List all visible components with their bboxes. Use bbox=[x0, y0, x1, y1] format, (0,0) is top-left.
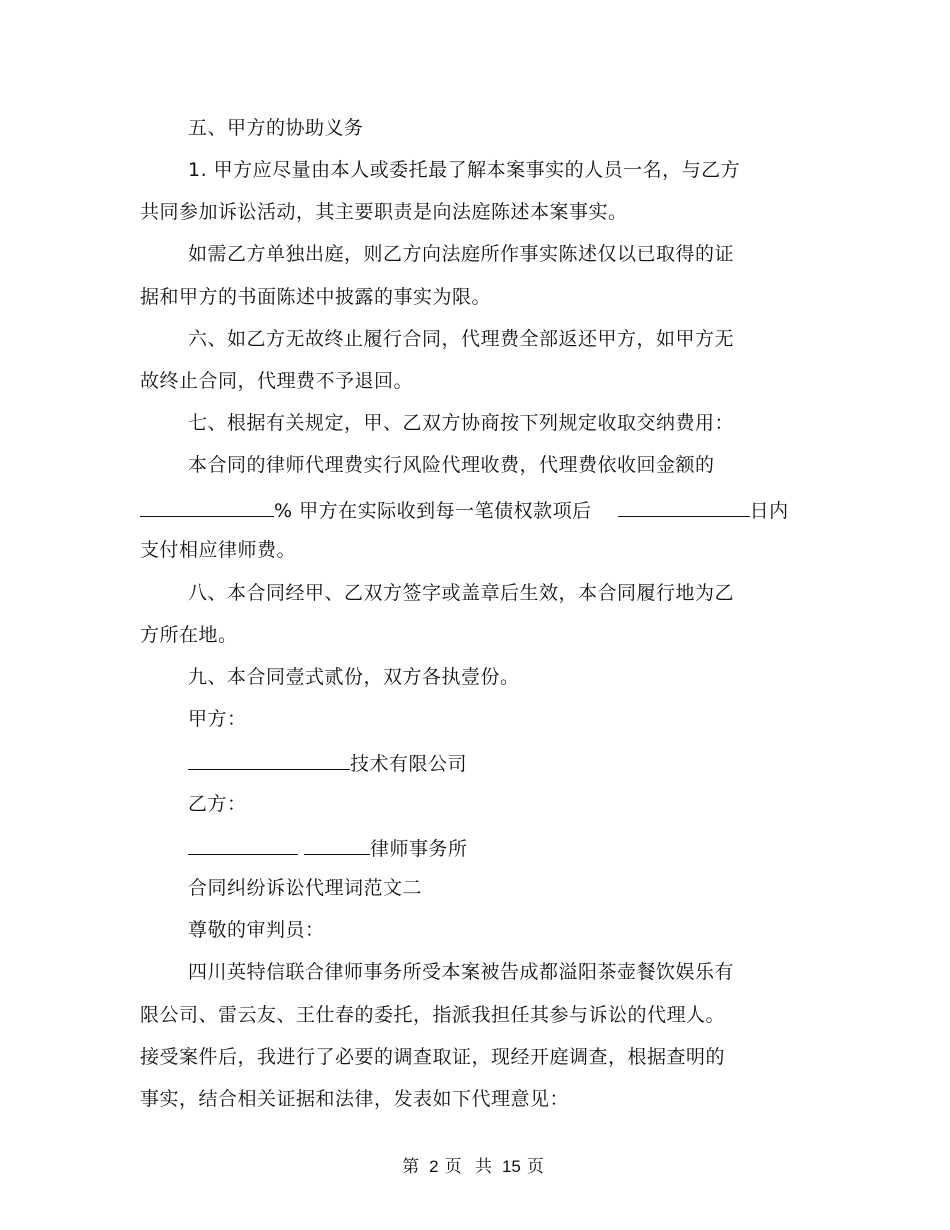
party-b-name-blank-field-1[interactable] bbox=[188, 834, 298, 855]
paragraph-line: 1. 甲方应尽量由本人或委托最了解本案事实的人员一名，与乙方 bbox=[188, 159, 741, 181]
footer-suffix: 页 bbox=[526, 1157, 548, 1177]
paragraph-line: 本合同的律师代理费实行风险代理收费，代理费依收回金额的 bbox=[188, 454, 715, 476]
days-text: 日内 bbox=[749, 500, 789, 522]
section-8-line: 方所在地。 bbox=[140, 624, 238, 646]
section-6-line: 故终止合同，代理费不予退回。 bbox=[140, 370, 414, 392]
paragraph-line: 事实，结合相关证据和法律，发表如下代理意见： bbox=[140, 1088, 570, 1110]
footer-middle: 页 共 bbox=[444, 1157, 496, 1177]
days-blank-field[interactable] bbox=[618, 496, 750, 517]
section-8-line: 八、本合同经甲、乙双方签字或盖章后生效，本合同履行地为乙 bbox=[188, 582, 735, 604]
footer-prefix: 第 bbox=[402, 1157, 424, 1177]
percent-text: % 甲方在实际收到每一笔债权款项后 bbox=[274, 500, 592, 522]
salutation: 尊敬的审判员： bbox=[188, 919, 325, 941]
paragraph-line: 接受案件后，我进行了必要的调查取证，现经开庭调查，根据查明的 bbox=[140, 1046, 726, 1068]
percent-blank-field[interactable] bbox=[140, 496, 274, 517]
party-a-name-line bbox=[188, 749, 467, 776]
sample-2-title: 合同纠纷诉讼代理词范文二 bbox=[188, 877, 423, 899]
current-page-number: 2 bbox=[429, 1157, 439, 1176]
party-a-name-blank-field[interactable] bbox=[188, 749, 350, 770]
paragraph-line: 共同参加诉讼活动，其主要职责是向法庭陈述本案事实。 bbox=[140, 201, 628, 223]
page-footer bbox=[0, 1152, 950, 1177]
paragraph-line: 支付相应律师费。 bbox=[140, 539, 297, 561]
party-a-name-suffix: 技术有限公司 bbox=[350, 753, 468, 775]
party-b-name-line bbox=[188, 834, 468, 861]
section-5-heading: 五、甲方的协助义务 bbox=[188, 117, 364, 139]
party-b-name-blank-field-2[interactable] bbox=[304, 834, 370, 855]
paragraph-line: 如需乙方单独出庭，则乙方向法庭所作事实陈述仅以已取得的证 bbox=[188, 243, 735, 265]
paragraph-line: 限公司、雷云友、王仕春的委托，指派我担任其参与诉讼的代理人。 bbox=[140, 1004, 726, 1026]
party-b-name-suffix: 律师事务所 bbox=[370, 838, 468, 860]
total-page-count: 15 bbox=[501, 1157, 521, 1176]
party-b-label: 乙方： bbox=[188, 793, 247, 815]
paragraph-line: 四川英特信联合律师事务所受本案被告成都溢阳茶壶餐饮娱乐有 bbox=[188, 961, 735, 983]
section-7-heading: 七、根据有关规定，甲、乙双方协商按下列规定收取交纳费用： bbox=[188, 412, 735, 434]
section-9-line: 九、本合同壹式贰份，双方各执壹份。 bbox=[188, 666, 520, 688]
paragraph-line: 据和甲方的书面陈述中披露的事实为限。 bbox=[140, 286, 492, 308]
section-6-line: 六、如乙方无故终止履行合同，代理费全部返还甲方，如甲方无 bbox=[188, 328, 735, 350]
party-a-label: 甲方： bbox=[188, 708, 247, 730]
fee-terms-line bbox=[140, 496, 789, 523]
